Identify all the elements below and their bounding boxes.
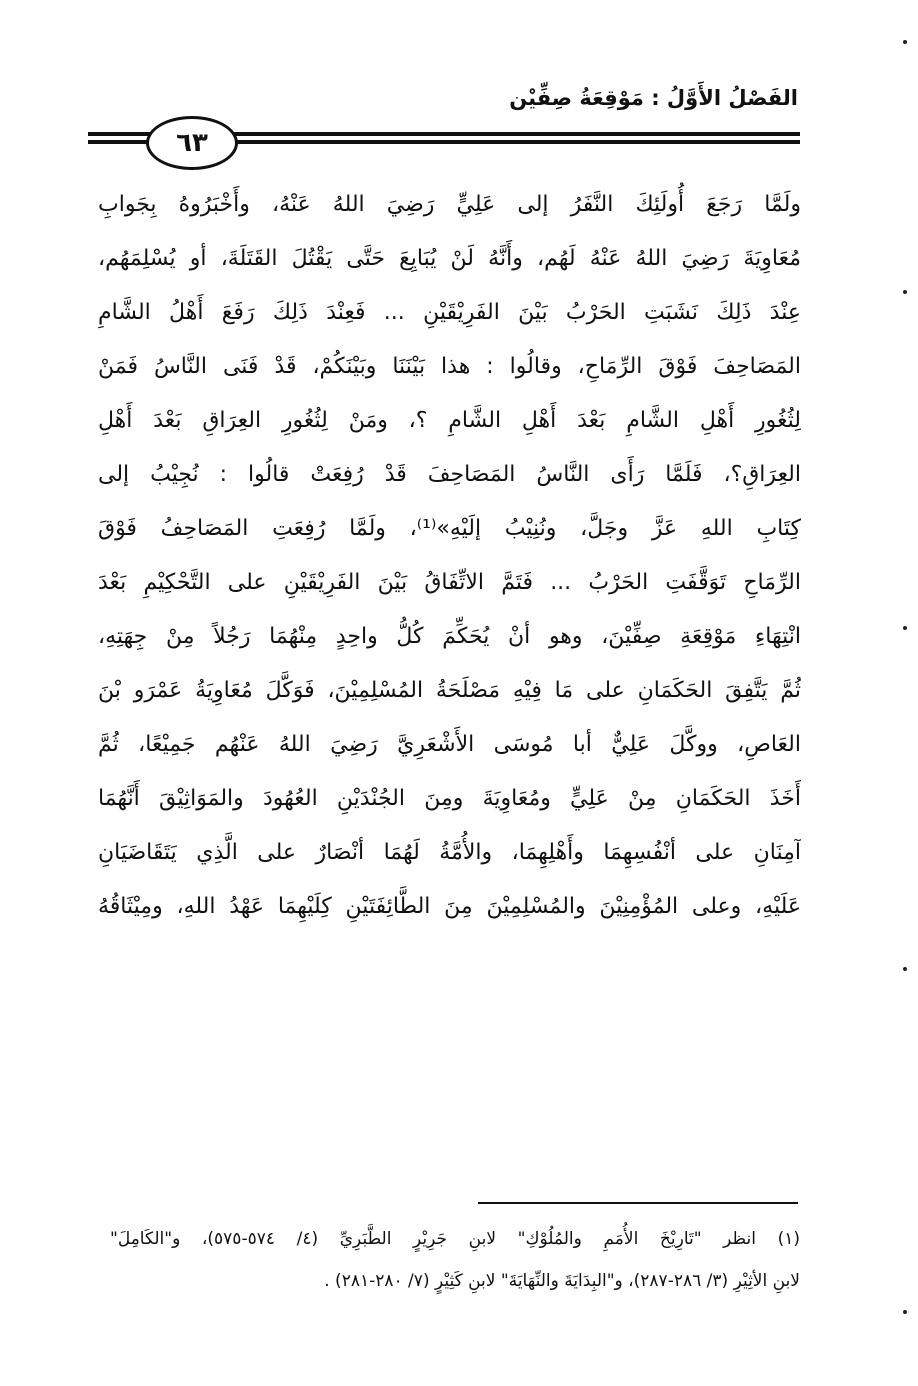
footnotes	[110, 1218, 800, 1302]
footnote-line-1: (١) انظر "تَارِيْخَ الأُمَمِ والمُلُوْكِ" لابنِ جَرِيْرٍ الطَّبَرِيِّ (٤/ ٥٧٤-٥٧٥)، و"الكَامِلَ"	[110, 1229, 800, 1249]
text-line-10: ثُمَّ يَتَّفِقَ الحَكَمَانِ على مَا فِيْهِ مَصْلَحَةُ المُسْلِمِيْنَ، فَوَكَّلَ مُعَاوِيَةُ عَمْرَو بْنَ	[98, 678, 801, 703]
margin-mark	[903, 40, 907, 44]
margin-mark	[903, 1310, 907, 1314]
text-line-12: أَخَذَ الحَكَمَانِ مِنْ عَلِيٍّ ومُعَاوِيَةَ ومِنَ الجُنْدَيْنِ العُهُودَ والمَوَاثِيْقَ أَنَّهُمَا	[98, 786, 801, 811]
footnote-line-2: لابنِ الأثِيْرِ (٣/ ٢٨٦-٢٨٧)، و"البِدَايَةَ والنِّهَايَةَ" لابنِ كَثِيْرٍ (٧/ ٢٨٠-٢٨١) .	[324, 1271, 800, 1291]
text-line-7: كِتَابِ اللهِ عَزَّ وجَلَّ، ونُنِيْبُ إلَيْهِ»⁽¹⁾، ولَمَّا رُفِعَتِ المَصَاحِفُ فَوْقَ	[98, 516, 801, 541]
margin-mark	[903, 967, 907, 971]
text-line-14: عَلَيْهِ، وعلى المُؤْمِنِيْنَ والمُسْلِمِيْنَ مِنَ الطَّائِفَتَيْنِ كِلَيْهِمَا عَهْدُ اللهِ، ومِيْثَاقُهُ	[98, 894, 801, 919]
text-line-8: الرِّمَاحِ تَوَقَّفَتِ الحَرْبُ ... فَتَمَّ الاتِّفَاقُ بَيْنَ الفَرِيْقَيْنِ على التَّحْكِيْمِ بَعْدَ	[98, 570, 801, 595]
text-line-4: المَصَاحِفَ فَوْقَ الرِّمَاحِ، وقالُوا : هذا بَيْنَنَا وبَيْنَكُمْ، قَدْ فَنَى النَّاسُ فَمَنْ	[98, 354, 801, 379]
footnote-separator	[478, 1202, 798, 1204]
text-line-13: آمِنَانِ على أنْفُسِهِمَا وأَهْلِهِمَا، والأُمَّةُ لَهُمَا أنْصَارٌ على الَّذِي يَتَقَاضَيَانِ	[98, 840, 801, 865]
margin-mark	[903, 290, 907, 294]
text-line-6: العِرَاقِ؟، فَلَمَّا رَأَى النَّاسُ المَصَاحِفَ قَدْ رُفِعَتْ قالُوا : نُجِيْبُ إلى	[98, 462, 801, 487]
text-line-1: ولَمَّا رَجَعَ أُولَئِكَ النَّفَرُ إلى عَلِيٍّ رَضِيَ اللهُ عَنْهُ، وأَخْبَرُوهُ بِجَوابِ	[98, 192, 801, 217]
text-line-11: العَاصِ، ووكَّلَ عَلِيٌّ أبا مُوسَى الأَشْعَرِيَّ رَضِيَ اللهُ عَنْهُم جَمِيْعًا، ثُمَّ	[98, 732, 801, 757]
running-header: الفَصْلُ الأَوَّلُ : مَوْقِعَةُ صِفِّيْن	[509, 86, 798, 110]
text-line-9: انْتِهَاءِ مَوْقِعَةِ صِفِّيْنَ، وهو أنْ يُحَكِّمَ كُلُّ واحِدٍ مِنْهُمَا رَجُلاً مِنْ جِهَتِهِ،	[98, 624, 801, 649]
text-line-2: مُعَاوِيَةَ رَضِيَ اللهُ عَنْهُ لَهُم، وأَنَّهُ لَنْ يُبَايِعَ حَتَّى يَقْتُلَ القَتَلَةَ، أو يُسْلِمَهُم،	[98, 246, 801, 271]
main-text	[98, 178, 801, 934]
margin-mark	[903, 626, 907, 630]
page-number: ٦٣	[146, 116, 238, 170]
text-line-5: لِثُغُورِ أَهْلِ الشَّامِ بَعْدَ أَهْلِ الشَّامِ ؟، ومَنْ لِثُغُورِ العِرَاقِ بَعْدَ أَهْلِ	[98, 408, 801, 433]
text-line-3: عِنْدَ ذَلِكَ نَشَبَتِ الحَرْبُ بَيْنَ الفَرِيْقَيْنِ ... فَعِنْدَ ذَلِكَ رَفَعَ أَهْلُ الشَّامِ	[98, 300, 801, 325]
